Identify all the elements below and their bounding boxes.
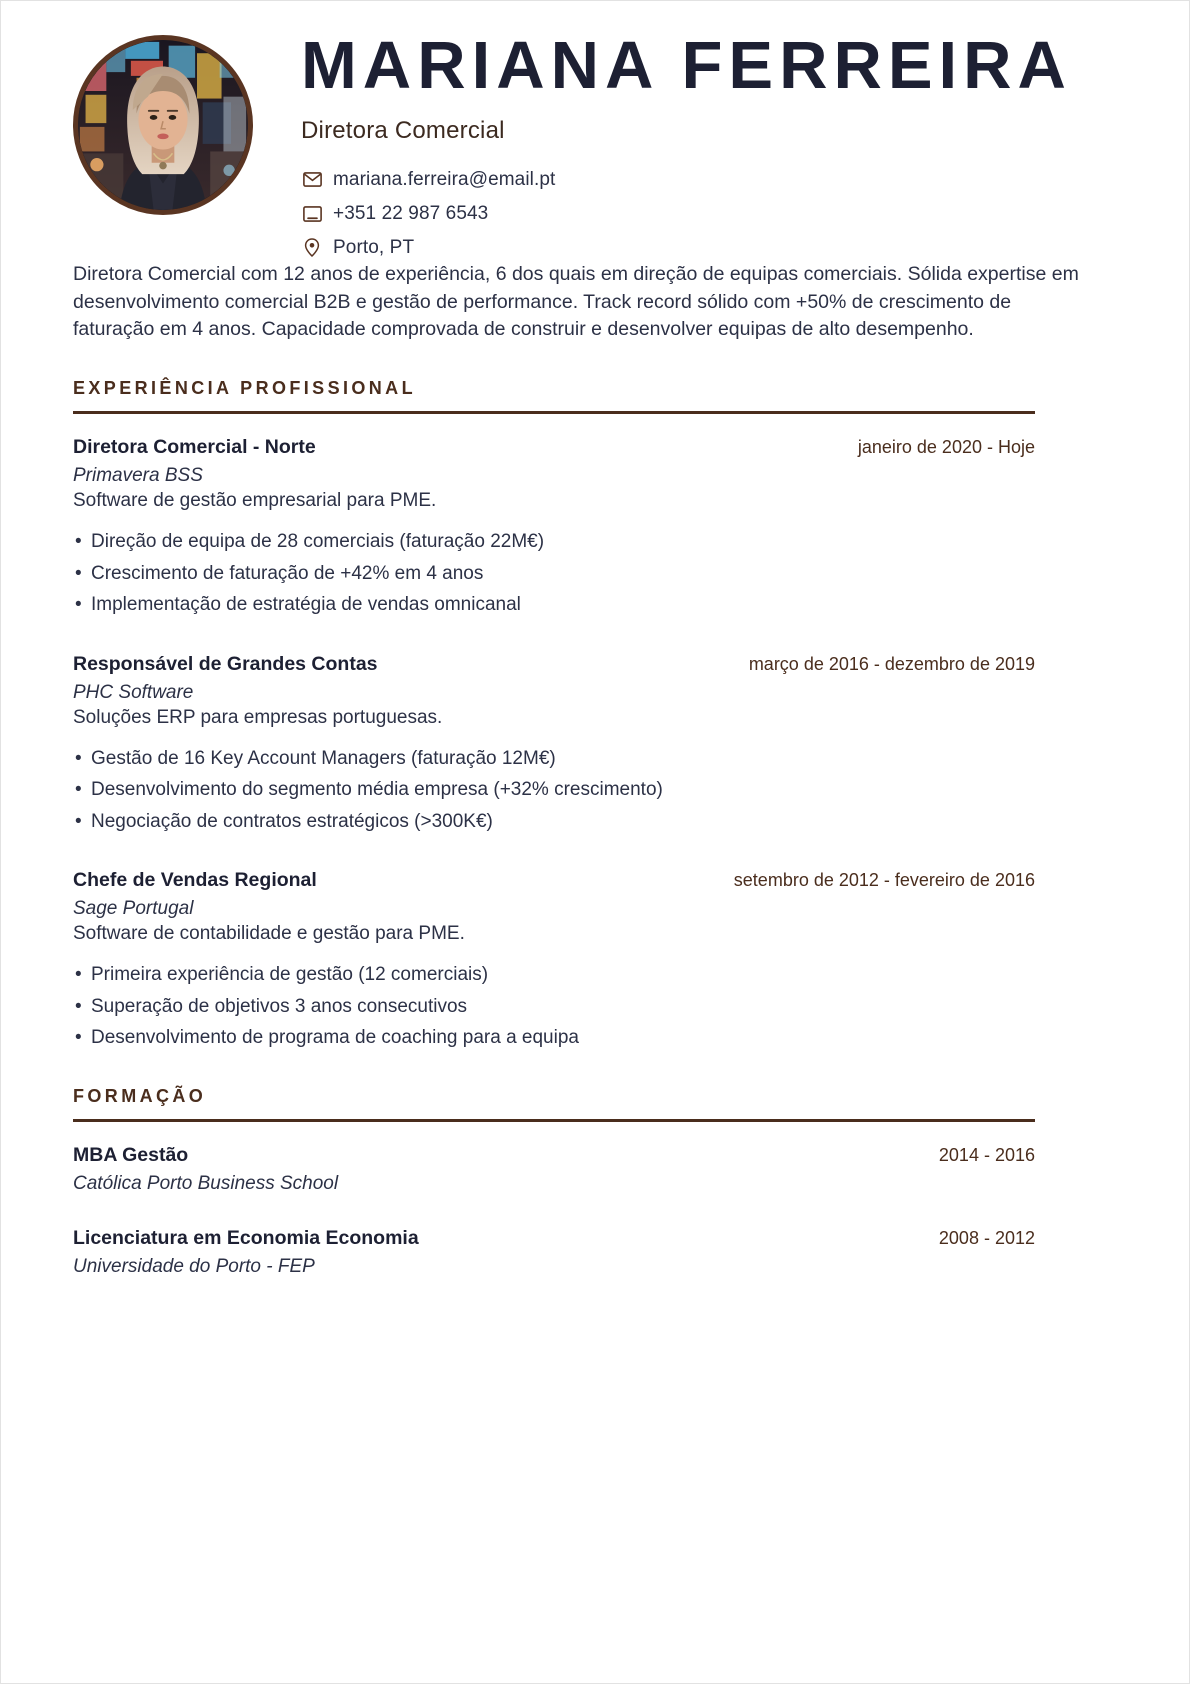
contact-location-value: Porto, PT (333, 236, 415, 258)
entry-header (73, 1144, 1035, 1167)
section-title-experience: EXPERIÊNCIA PROFISSIONAL (73, 378, 416, 399)
contact-email[interactable] (301, 169, 1190, 191)
phone-icon (301, 204, 323, 224)
experience-description: Soluções ERP para empresas portuguesas. (73, 706, 443, 728)
experience-dates: janeiro de 2020 - Hoje (857, 437, 1035, 458)
experience-entry (73, 436, 1035, 619)
education-degree: Licenciatura em Economia Economia (73, 1226, 419, 1249)
education-entry (73, 1144, 1035, 1195)
list-item: • Desenvolvimento do segmento média empresa (+32% crescimento) (73, 776, 1035, 804)
resume-header (73, 27, 1119, 257)
education-entry (73, 1227, 1035, 1278)
contact-list (301, 169, 1190, 259)
contact-phone-value: +351 22 987 6543 (333, 202, 489, 224)
contact-phone[interactable] (301, 203, 1190, 225)
list-item: • Gestão de 16 Key Account Managers (faturação 12M€) (73, 745, 1035, 773)
experience-organization: Primavera BSS (73, 465, 203, 487)
experience-dates: março de 2016 - dezembro de 2019 (748, 653, 1035, 674)
contact-location[interactable] (301, 237, 1190, 259)
list-item: • Implementação de estratégia de vendas omnicanal (73, 591, 1035, 619)
list-item: • Primeira experiência de gestão (12 comerciais) (73, 961, 1035, 989)
experience-bullets (73, 745, 1035, 836)
experience-title: Chefe de Vendas Regional (73, 869, 317, 892)
section-experience (73, 378, 1119, 1052)
entry-header (73, 1227, 1035, 1250)
experience-bullets (73, 528, 1035, 619)
experience-description: Software de contabilidade e gestão para PME. (73, 923, 465, 945)
education-institution: Universidade do Porto - FEP (73, 1255, 315, 1277)
entry-header (73, 869, 1035, 892)
page-title: MARIANA FERREIRA (301, 28, 1072, 103)
profile-photo-illustration (78, 40, 248, 210)
experience-entry (73, 653, 1035, 836)
contact-email-value: mariana.ferreira@email.pt (333, 168, 556, 190)
experience-dates: setembro de 2012 - fevereiro de 2016 (733, 870, 1035, 891)
envelope-icon (301, 170, 323, 190)
education-institution: Católica Porto Business School (73, 1172, 339, 1194)
experience-title: Diretora Comercial - Norte (73, 436, 316, 459)
entry-header (73, 436, 1035, 459)
list-item: • Direção de equipa de 28 comerciais (faturação 22M€) (73, 528, 1035, 556)
education-dates: 2014 - 2016 (938, 1144, 1035, 1165)
section-title-education: FORMAÇÃO (73, 1085, 207, 1106)
experience-organization: PHC Software (73, 681, 194, 703)
entry-header (73, 653, 1035, 676)
list-item: • Desenvolvimento de programa de coaching para a equipa (73, 1024, 1035, 1052)
section-divider (73, 1119, 1035, 1122)
resume-content (73, 27, 1119, 1278)
section-education (73, 1086, 1119, 1278)
job-role-subtitle: Diretora Comercial (301, 116, 505, 144)
professional-summary: Diretora Comercial com 12 anos de experiência, 6 dos quais em direção de equipas comerciais. Sólida expertise em desenvolvimento comercial B2B e gestão de performance. Track record sólido com +50% de crescimento de faturação em 4 anos. Capacidade comprovada de construir e desenvolver equipas de alto desempenho. (73, 263, 1079, 341)
section-divider (73, 411, 1035, 414)
header-text-block (301, 27, 1190, 271)
education-dates: 2008 - 2012 (938, 1227, 1035, 1248)
experience-bullets (73, 961, 1035, 1052)
location-pin-icon (301, 238, 323, 258)
experience-title: Responsável de Grandes Contas (73, 652, 378, 675)
experience-entry (73, 869, 1035, 1052)
list-item: • Superação de objetivos 3 anos consecutivos (73, 993, 1035, 1021)
experience-description: Software de gestão empresarial para PME. (73, 490, 437, 512)
list-item: • Crescimento de faturação de +42% em 4 anos (73, 560, 1035, 588)
education-degree: MBA Gestão (73, 1143, 189, 1166)
list-item: • Negociação de contratos estratégicos (>300K€) (73, 808, 1035, 836)
avatar-image (78, 40, 248, 210)
experience-organization: Sage Portugal (73, 898, 194, 920)
avatar (73, 35, 253, 215)
